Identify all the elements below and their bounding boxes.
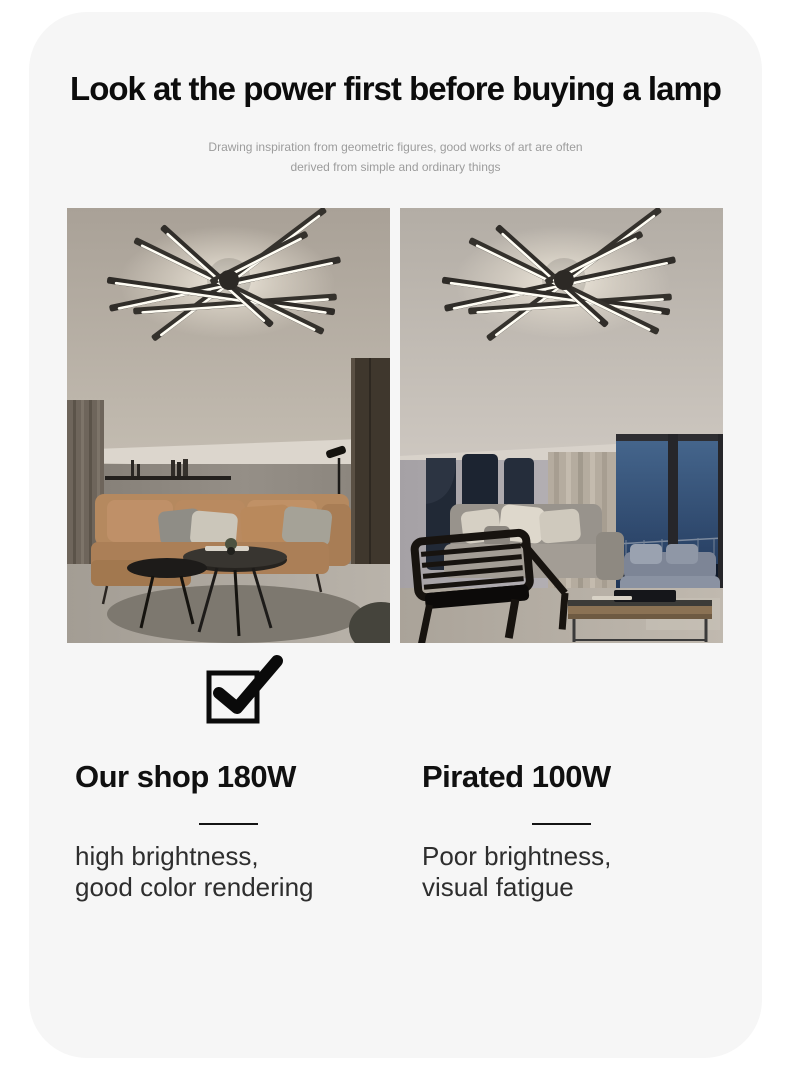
page-title: Look at the power first before buying a lamp [70, 70, 721, 107]
photo-our-shop-room [67, 208, 390, 643]
photo-pirated-room [400, 208, 723, 643]
comparison-column-pirated [400, 759, 723, 904]
divider-our-shop [199, 823, 258, 825]
page-subtitle [29, 138, 762, 178]
daylight-room-illustration [67, 208, 390, 643]
comparison-columns [29, 759, 762, 904]
description-pirated-line-1: Poor brightness, [422, 840, 612, 871]
subtitle-line-2: derived from simple and ordinary things [290, 159, 501, 174]
description-our-shop-line-2: good color rendering [75, 872, 314, 903]
evening-room-illustration [400, 208, 723, 643]
description-our-shop [67, 841, 390, 904]
description-pirated [400, 841, 723, 904]
photo-comparison-row [29, 208, 762, 643]
divider-pirated [532, 823, 591, 825]
indoor-sofa [444, 503, 624, 579]
promo-card [29, 12, 762, 1058]
subtitle-line-1: Drawing inspiration from geometric figures, good works of art are often [208, 140, 583, 154]
description-our-shop-line-1: high brightness, [75, 840, 259, 871]
comparison-column-our-shop [67, 759, 390, 904]
description-pirated-line-2: visual fatigue [422, 872, 574, 903]
heading-our-shop: Our shop 180W [75, 758, 296, 794]
approved-badge-row [29, 653, 762, 727]
heading-pirated: Pirated 100W [422, 758, 611, 794]
checkbox-check-icon [203, 653, 285, 727]
